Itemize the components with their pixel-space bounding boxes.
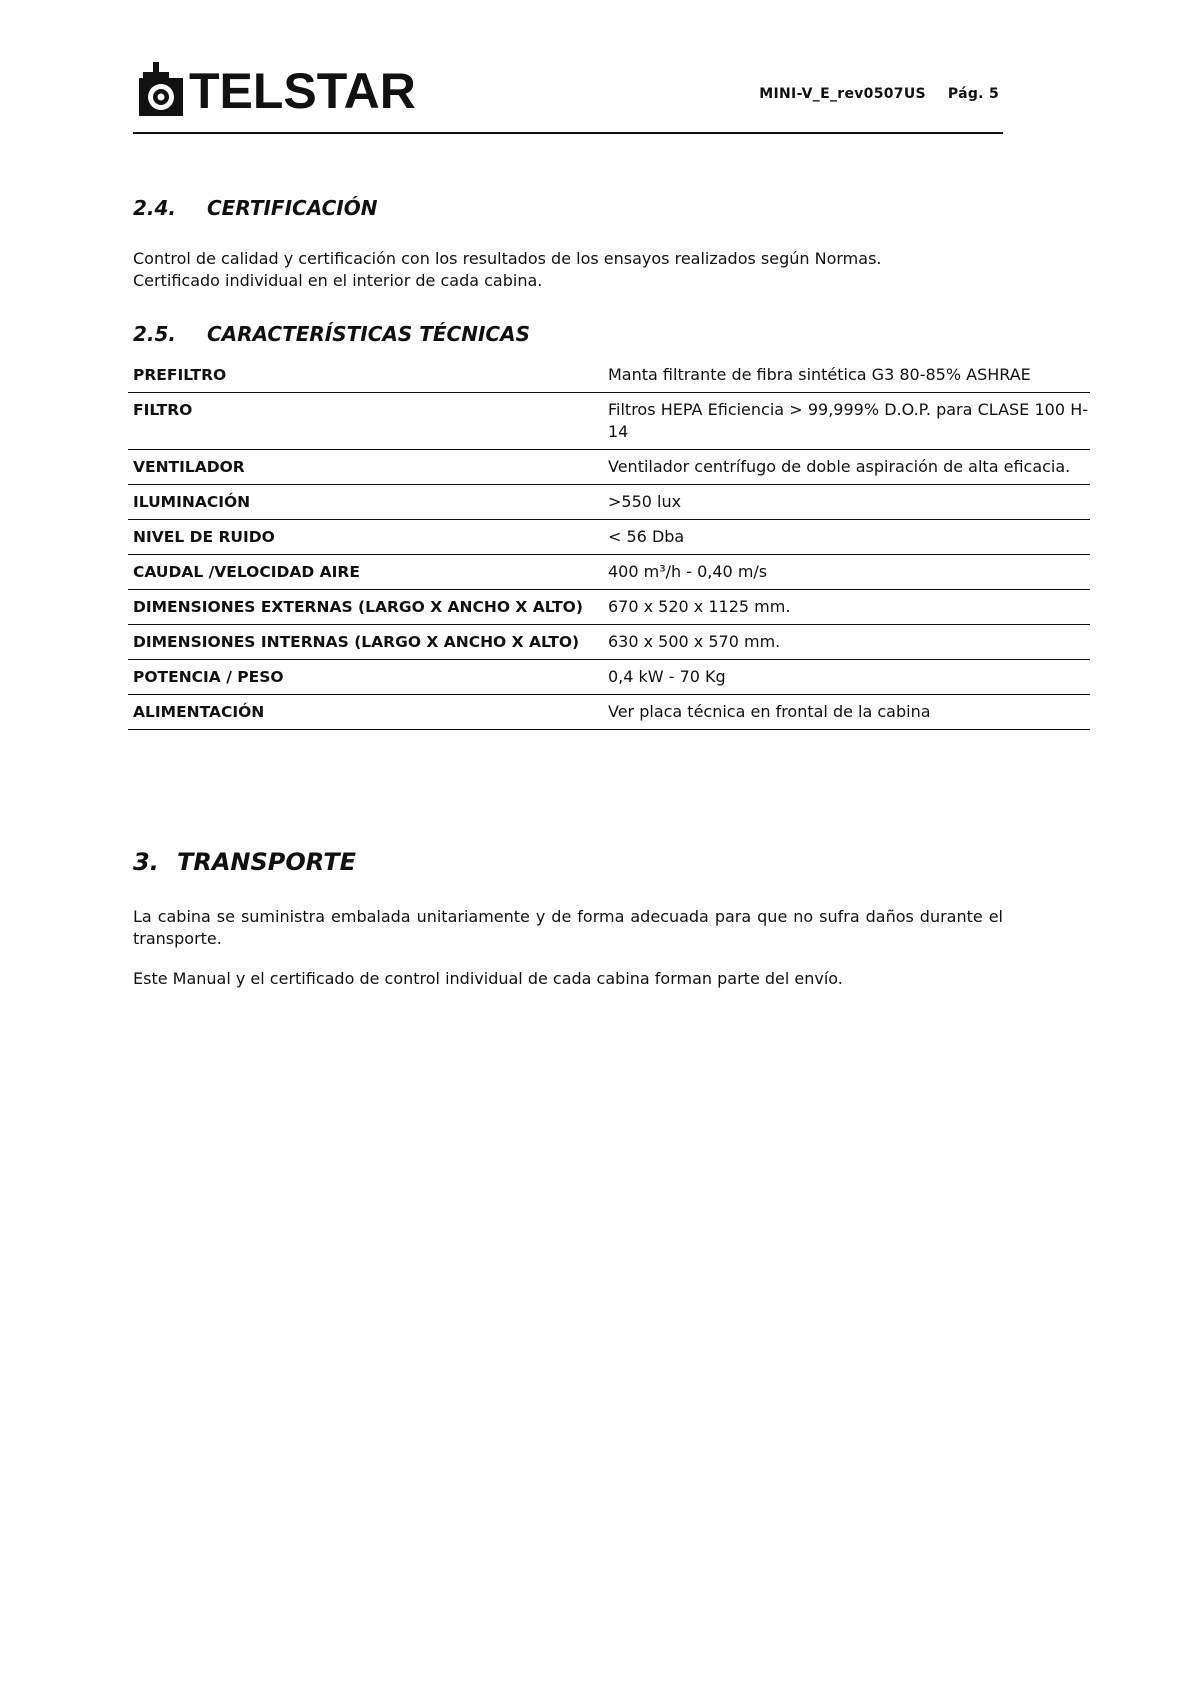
section-heading-certificacion	[133, 196, 377, 220]
table-row	[128, 393, 1090, 450]
spec-label: DIMENSIONES INTERNAS (LARGO X ANCHO X ALTO)	[133, 633, 580, 651]
section-title: CARACTERÍSTICAS TÉCNICAS	[207, 322, 530, 346]
certificacion-paragraph	[133, 248, 1003, 292]
section-title: TRANSPORTE	[177, 848, 356, 876]
spec-value: 400 m³/h - 0,40 m/s	[608, 562, 768, 581]
table-row	[128, 360, 1090, 393]
spec-label: VENTILADOR	[133, 458, 245, 476]
telstar-logo	[137, 60, 416, 118]
table-row	[128, 485, 1090, 520]
transporte-paragraph-2: Este Manual y el certificado de control individual de cada cabina forman parte del envío.	[133, 969, 843, 988]
spec-label: POTENCIA / PESO	[133, 668, 284, 686]
spec-value: 0,4 kW - 70 Kg	[608, 667, 726, 686]
spec-value: Ventilador centrífugo de doble aspiración de alta eficacia.	[608, 457, 1071, 476]
transporte-paragraph-1: La cabina se suministra embalada unitariamente y de forma adecuada para que no sufra daños durante el transporte.	[133, 907, 1003, 948]
document-reference	[759, 86, 999, 102]
spec-value: < 56 Dba	[608, 527, 685, 546]
section-number: 2.5.	[133, 322, 177, 346]
spec-value: Ver placa técnica en frontal de la cabina	[608, 702, 931, 721]
table-row	[128, 660, 1090, 695]
spec-label: ILUMINACIÓN	[133, 493, 251, 511]
spec-value: 670 x 520 x 1125 mm.	[608, 597, 791, 616]
section-number: 2.4.	[133, 196, 177, 220]
section-heading-transporte	[133, 848, 356, 876]
table-row	[128, 450, 1090, 485]
table-row	[128, 590, 1090, 625]
section-heading-caracteristicas	[133, 322, 530, 346]
paragraph-line: Certificado individual en el interior de cada cabina.	[133, 271, 543, 290]
doc-code: MINI-V_E_rev0507US	[759, 86, 926, 102]
spec-label: NIVEL DE RUIDO	[133, 528, 275, 546]
spec-label: PREFILTRO	[133, 366, 227, 384]
logo-wordmark: TELSTAR	[189, 63, 416, 119]
table-row	[128, 520, 1090, 555]
telstar-logo-icon	[137, 60, 185, 118]
section-number: 3.	[133, 848, 159, 876]
spec-value: Manta filtrante de fibra sintética G3 80-85% ASHRAE	[608, 365, 1031, 384]
table-row	[128, 555, 1090, 590]
spec-label: ALIMENTACIÓN	[133, 703, 265, 721]
page-header	[133, 56, 1003, 134]
section-title: CERTIFICACIÓN	[207, 196, 378, 220]
spec-label: DIMENSIONES EXTERNAS (LARGO X ANCHO X ALTO)	[133, 598, 583, 616]
spec-value: 630 x 500 x 570 mm.	[608, 632, 781, 651]
table-row	[128, 695, 1090, 730]
spec-label: CAUDAL /VELOCIDAD AIRE	[133, 563, 360, 581]
paragraph-line: Control de calidad y certificación con los resultados de los ensayos realizados según Normas.	[133, 249, 882, 268]
page-number: Pág. 5	[947, 86, 999, 102]
spec-value: >550 lux	[608, 492, 682, 511]
spec-label: FILTRO	[133, 401, 193, 419]
spec-value: Filtros HEPA Eficiencia > 99,999% D.O.P. para CLASE 100 H-14	[608, 400, 1088, 441]
technical-specs-table	[128, 360, 1090, 730]
table-row	[128, 625, 1090, 660]
